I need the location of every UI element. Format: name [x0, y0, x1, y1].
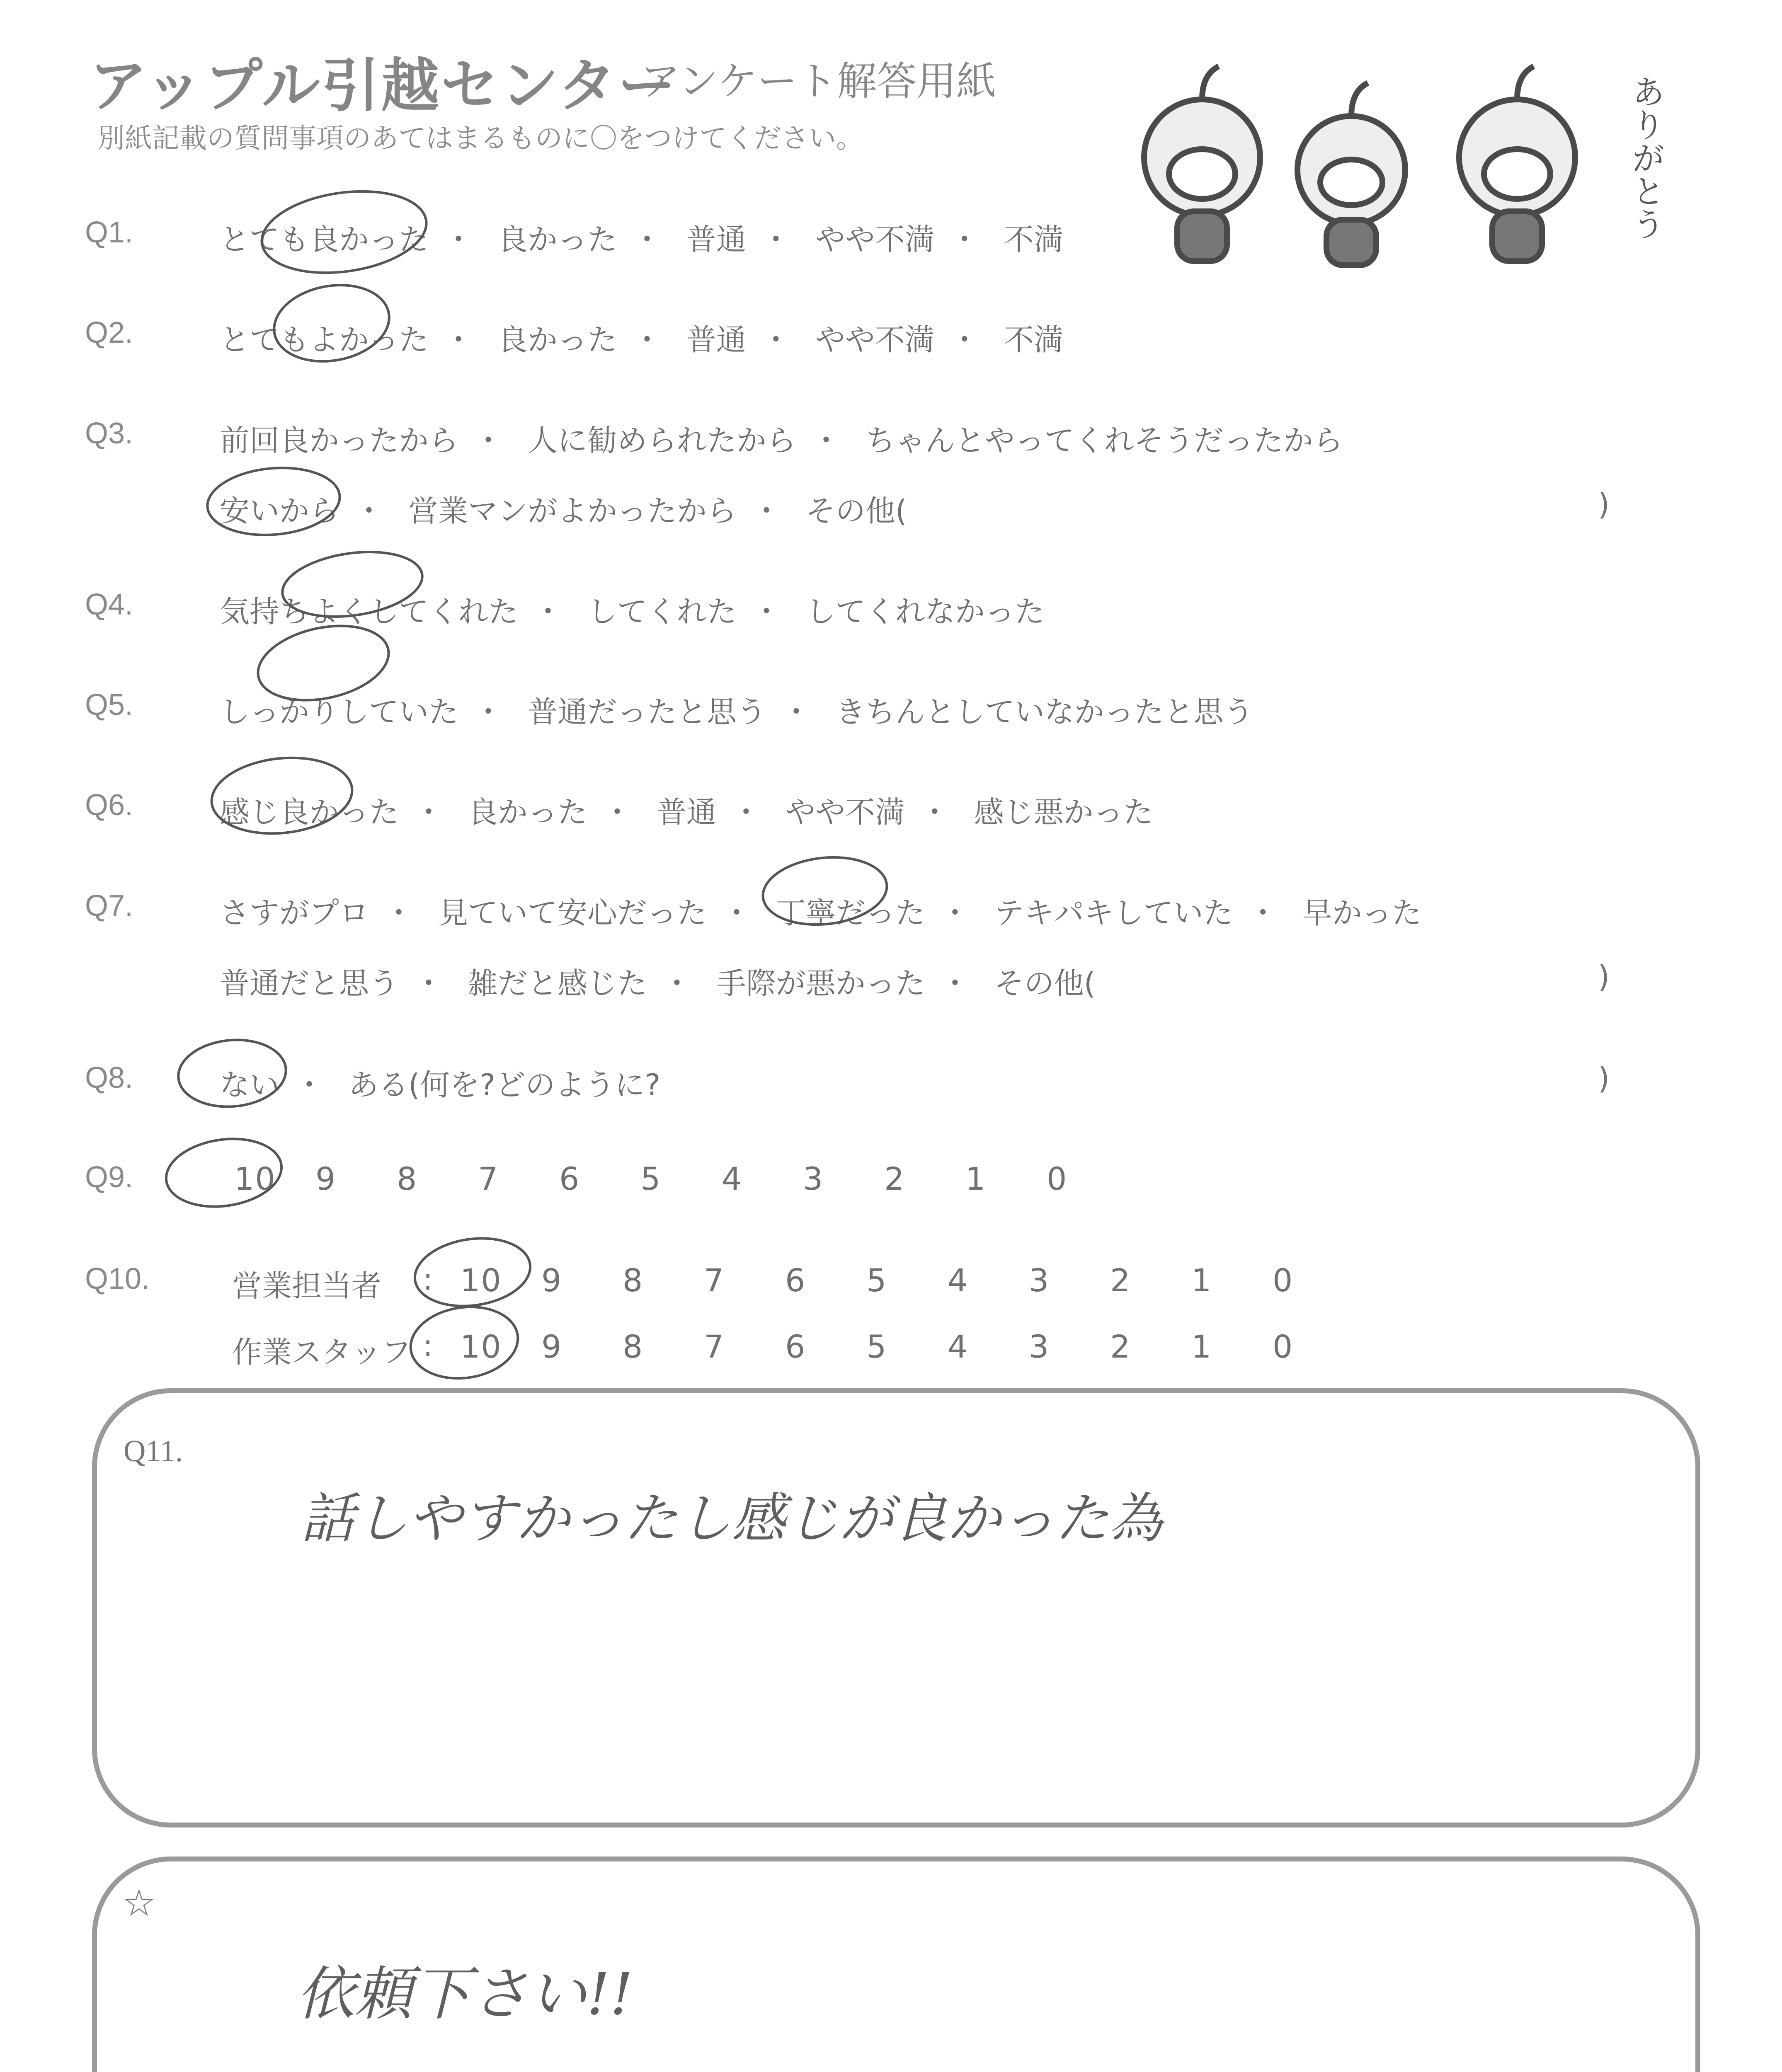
q9-circle-mark	[162, 1132, 286, 1213]
q8-close-paren: )	[1598, 1061, 1610, 1096]
q10-sales-score[interactable]: 0	[1273, 1262, 1294, 1299]
q10-staff-score[interactable]: 2	[1110, 1328, 1131, 1365]
q1-option[interactable]: 不満	[1004, 222, 1064, 257]
q3-circle-mark	[205, 462, 343, 540]
q10-staff-score[interactable]: 6	[785, 1328, 806, 1365]
q10-staff-label: 作業スタッフ	[232, 1335, 412, 1370]
q6-label: Q6.	[85, 789, 133, 822]
q2-option[interactable]: とてもよかった	[220, 322, 429, 357]
form-subtitle: アンケート解答用紙	[640, 58, 996, 104]
q4-circle-mark	[278, 544, 427, 625]
brand-title: アップル引越センター	[89, 52, 678, 120]
q6-option[interactable]: 感じ良かった	[220, 795, 399, 830]
q9-score[interactable]: 2	[884, 1160, 905, 1197]
q10-sales-score[interactable]: 6	[785, 1262, 806, 1299]
q9-score[interactable]: 9	[315, 1160, 337, 1197]
q11-label: Q11.	[124, 1434, 183, 1468]
q7-option[interactable]: 早かった	[1302, 896, 1422, 930]
q6-circle-mark	[208, 751, 356, 840]
q7-label: Q7.	[85, 889, 133, 922]
q10-staff-score[interactable]: 9	[541, 1328, 562, 1365]
q7-option[interactable]: さすがプロ	[220, 896, 369, 930]
q10-staff-score[interactable]: 10	[460, 1328, 502, 1365]
q10-sales-score[interactable]: 4	[948, 1262, 969, 1299]
q7-option[interactable]: その他(	[994, 966, 1096, 1001]
q4-option[interactable]: 気持ちよくしてくれた	[220, 594, 519, 629]
q8-label: Q8.	[85, 1061, 133, 1094]
q1-option[interactable]: とても良かった	[220, 222, 429, 257]
q4-option[interactable]: してくれなかった	[805, 594, 1045, 629]
q10-sales-score[interactable]: 10	[460, 1262, 502, 1299]
q7-close-paren: )	[1598, 959, 1610, 994]
q10-sales-score[interactable]: 1	[1191, 1262, 1212, 1299]
q7-option[interactable]: 見ていて安心だった	[438, 896, 707, 930]
q10-sales-score[interactable]: 8	[623, 1262, 644, 1299]
q3-options-line2: 安いから ・ 営業マンがよかったから ・ その他(	[220, 494, 907, 528]
q7-option[interactable]: 普通だと思う	[220, 966, 399, 1001]
q4-option[interactable]: してくれた	[587, 594, 737, 629]
q5-option[interactable]: しっかりしていた	[220, 695, 459, 729]
q5-label: Q5.	[85, 688, 133, 721]
q9-score[interactable]: 7	[478, 1160, 499, 1197]
star-label: ☆	[122, 1883, 156, 1924]
q2-option[interactable]: やや不満	[815, 322, 935, 357]
q2-option[interactable]: 良かった	[497, 322, 617, 357]
q2-option[interactable]: 普通	[686, 322, 746, 357]
q3-options-line1: 前回良かったから ・ 人に勧められたから ・ ちゃんとやってくれそうだったから	[220, 423, 1343, 458]
q10-sales-score[interactable]: 2	[1110, 1262, 1131, 1299]
star-handwritten-answer: 依頼下さい!!	[296, 1961, 633, 2028]
q9-score[interactable]: 6	[559, 1160, 580, 1197]
q7-options-line2: 普通だと思う ・ 雑だと感じた ・ 手際が悪かった ・ その他(	[220, 966, 1096, 1001]
q9-score[interactable]: 4	[722, 1160, 743, 1197]
q4-label: Q4.	[85, 588, 133, 621]
q9-score[interactable]: 3	[803, 1160, 824, 1197]
instruction-text: 別紙記載の質問事項のあてはまるものに〇をつけてください。	[97, 122, 863, 154]
q8-option[interactable]: ある(何を?どのように?	[348, 1067, 661, 1102]
q2-options: とてもよかった ・ 良かった ・ 普通 ・ やや不満 ・ 不満	[220, 322, 1064, 357]
q10-staff-score[interactable]: 5	[866, 1328, 887, 1365]
q5-options: しっかりしていた ・ 普通だったと思う ・ きちんとしていなかったと思う	[220, 695, 1253, 729]
q8-option[interactable]: ない	[220, 1067, 280, 1102]
q1-circle-mark	[257, 182, 432, 283]
q1-label: Q1.	[85, 216, 133, 249]
q10-label: Q10.	[85, 1262, 150, 1295]
q6-option[interactable]: やや不満	[785, 795, 905, 830]
q5-circle-mark	[251, 615, 395, 712]
q3-option[interactable]: ちゃんとやってくれそうだったから	[865, 423, 1343, 458]
q3-close-paren: )	[1598, 487, 1610, 522]
q5-option[interactable]: 普通だったと思う	[527, 695, 766, 729]
q11-handwritten-answer: 話しやすかったし感じが良かった為	[301, 1487, 1163, 1550]
q10-sales-circle-mark	[410, 1231, 535, 1313]
q10-sales-label: 営業担当者	[232, 1268, 382, 1303]
q9-score[interactable]: 1	[965, 1160, 987, 1197]
q1-option[interactable]: やや不満	[815, 222, 935, 257]
q7-option[interactable]: 手際が悪かった	[716, 966, 925, 1001]
q3-option[interactable]: 前回良かったから	[220, 423, 459, 458]
q10-sales-score[interactable]: 7	[704, 1262, 725, 1299]
q9-score[interactable]: 10	[234, 1160, 276, 1197]
q1-options: とても良かった ・ 良かった ・ 普通 ・ やや不満 ・ 不満	[220, 222, 1064, 257]
q9-score[interactable]: 5	[640, 1160, 662, 1197]
q2-circle-mark	[268, 276, 395, 370]
q6-options: 感じ良かった ・ 良かった ・ 普通 ・ やや不満 ・ 感じ悪かった	[220, 795, 1153, 830]
q7-option[interactable]: 雑だと感じた	[468, 966, 647, 1001]
q2-label: Q2.	[85, 316, 133, 349]
q10-staff-score[interactable]: 7	[704, 1328, 725, 1365]
q4-options: 気持ちよくしてくれた ・ してくれた ・ してくれなかった	[220, 594, 1045, 629]
q10-sales-score[interactable]: 5	[866, 1262, 887, 1299]
thanks-text: ありがとう	[1626, 75, 1665, 240]
q7-circle-mark	[759, 852, 890, 930]
q10-sales-score[interactable]: 9	[541, 1262, 562, 1299]
q9-score[interactable]: 8	[397, 1160, 418, 1197]
q1-option[interactable]: 普通	[686, 222, 746, 257]
q6-option[interactable]: 感じ悪かった	[974, 795, 1153, 830]
q2-option[interactable]: 不満	[1004, 322, 1064, 357]
q3-option[interactable]: 人に勧められたから	[527, 423, 796, 458]
q6-option[interactable]: 良かった	[468, 795, 587, 830]
q10-sales-score[interactable]: 3	[1029, 1262, 1050, 1299]
q10-staff-colon: :	[423, 1328, 433, 1363]
q9-score[interactable]: 0	[1047, 1160, 1068, 1197]
q7-options-line1: さすがプロ ・ 見ていて安心だった ・ 丁寧だった ・ テキパキしていた ・ 早かった	[220, 896, 1422, 930]
q10-staff-circle-mark	[406, 1300, 522, 1385]
q10-staff-score[interactable]: 3	[1029, 1328, 1050, 1365]
q3-option[interactable]: 安いから	[220, 494, 339, 528]
q3-option[interactable]: その他(	[805, 494, 907, 528]
q8-options: ない ・ ある(何を?どのように?	[220, 1067, 661, 1102]
q7-option[interactable]: テキパキしていた	[994, 896, 1233, 930]
q7-option[interactable]: 丁寧だった	[776, 896, 925, 930]
q10-staff-score[interactable]: 4	[948, 1328, 969, 1365]
q9-label: Q9.	[85, 1161, 133, 1194]
q3-label: Q3.	[85, 417, 133, 450]
q10-staff-score[interactable]: 1	[1191, 1328, 1212, 1365]
q10-staff-score[interactable]: 0	[1273, 1328, 1294, 1365]
q5-option[interactable]: きちんとしていなかったと思う	[835, 695, 1253, 729]
q10-staff-score[interactable]: 8	[623, 1328, 644, 1365]
q8-circle-mark	[176, 1036, 289, 1111]
q6-option[interactable]: 普通	[656, 795, 716, 830]
q3-option[interactable]: 営業マンがよかったから	[408, 494, 737, 528]
q1-option[interactable]: 良かった	[497, 222, 617, 257]
q10-sales-colon: :	[423, 1262, 433, 1297]
